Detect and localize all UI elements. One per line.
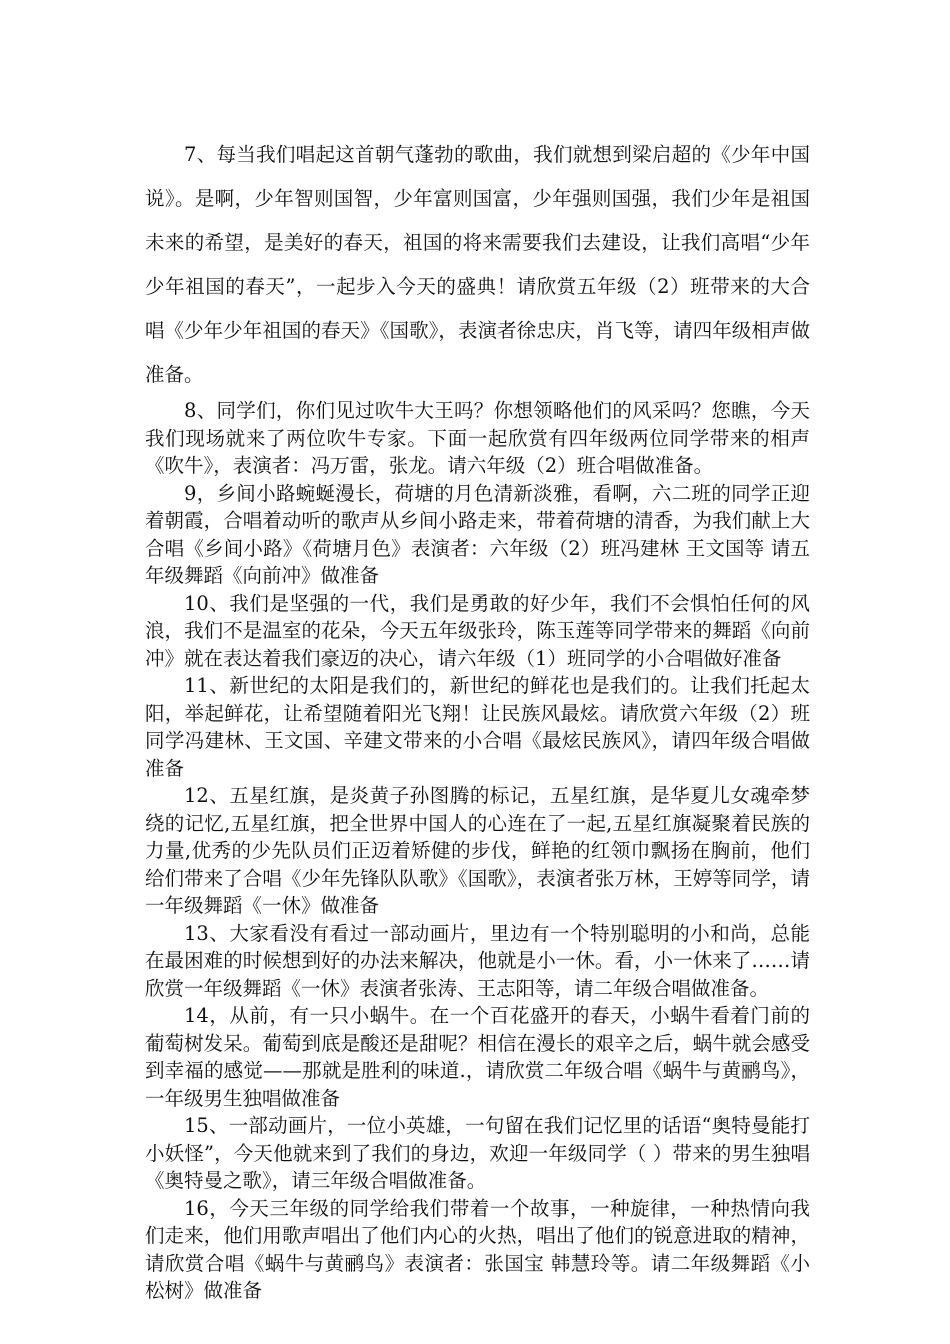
paragraph-10: 10、我们是坚强的一代，我们是勇敢的好少年，我们不会惧怕任何的风浪，我们不是温室的花朵，今天五年级张玲，陈玉莲等同学带来的舞蹈《向前冲》就在表达着我们豪迈的决心，请六年级（1）班同学的小合唱做好准备 [145,591,810,670]
paragraph-15: 15、一部动画片，一位小英雄，一句留在我们记忆里的话语“奥特曼能打小妖怪”，今天他就来到了我们的身边，欢迎一年级同学（ ）带来的男生独唱《奥特曼之歌》，请三年级合唱做准备。 [145,1114,810,1192]
document-body [145,133,810,1305]
paragraph-13: 13、大家看没有看过一部动画片，里边有一个特别聪明的小和尚，总能在最困难的时候想到好的办法来解决，他就是小一休。看，小一休来了……请欣赏一年级舞蹈《一休》表演者张涛、王志阳等，请二年级合唱做准备。 [145,921,810,1000]
paragraph-9: 9，乡间小路蜿蜒漫长，荷塘的月色清新淡雅，看啊，六二班的同学正迎着朝霞，合唱着动听的歌声从乡间小路走来，带着荷塘的清香，为我们献上大合唱《乡间小路》《荷塘月色》表演者：六年级（2）班冯建林 王文国等 请五年级舞蹈《向前冲》做准备 [145,481,810,587]
paragraph-14: 14，从前，有一只小蜗牛。在一个百花盛开的春天，小蜗牛看着门前的葡萄树发呆。葡萄到底是酸还是甜呢？相信在漫长的艰辛之后，蜗牛就会感受到幸福的感觉——那就是胜利的味道.，请欣赏二年级合唱《蜗牛与黄鹂鸟》，一年级男生独唱做准备 [145,1004,810,1110]
paragraph-7: 7、每当我们唱起这首朝气蓬勃的歌曲，我们就想到梁启超的《少年中国说》。是啊，少年智则国智，少年富则国富，少年强则国强，我们少年是祖国未来的希望，是美好的春天，祖国的将来需要我们去建设，让我们高唱“少年少年祖国的春天”，一起步入今天的盛典！请欣赏五年级（2）班带来的大合唱《少年少年祖国的春天》《国歌》，表演者徐忠庆，肖飞等，请四年级相声做准备。 [145,143,810,386]
paragraph-8: 8、同学们，你们见过吹牛大王吗？你想领略他们的风采吗？您瞧，今天我们现场就来了两位吹牛专家。下面一起欣赏有四年级两位同学带来的相声《吹牛》，表演者：冯万雷，张龙。请六年级（2）班合唱做准备。 [145,399,810,477]
paragraph-16: 16，今天三年级的同学给我们带着一个故事，一种旋律，一种热情向我们走来，他们用歌声唱出了他们内心的火热，唱出了他们的锐意进取的精神，请欣赏合唱《蜗牛与黄鹂鸟》表演者：张国宝 韩慧玲等。请二年级舞蹈《小松树》做准备 [145,1196,810,1302]
paragraph-11: 11、新世纪的太阳是我们的，新世纪的鲜花也是我们的。让我们托起太阳，举起鲜花，让希望随着阳光飞翔！让民族风最炫。请欣赏六年级（2）班同学冯建林、王文国、辛建文带来的小合唱《最炫民族风》，请四年级合唱做准备 [145,674,810,780]
paragraph-12: 12、五星红旗，是炎黄子孙图腾的标记，五星红旗，是华夏儿女魂牵梦绕的记忆,五星红旗，把全世界中国人的心连在了一起,五星红旗凝聚着民族的力量,优秀的少先队员们正迈着矫健的步伐，鲜艳的红领巾飘扬在胸前，他们给们带来了合唱《少年先锋队队歌》《国歌》，表演者张万林，王婷等同学，请一年级舞蹈《一休》做准备 [145,784,810,917]
